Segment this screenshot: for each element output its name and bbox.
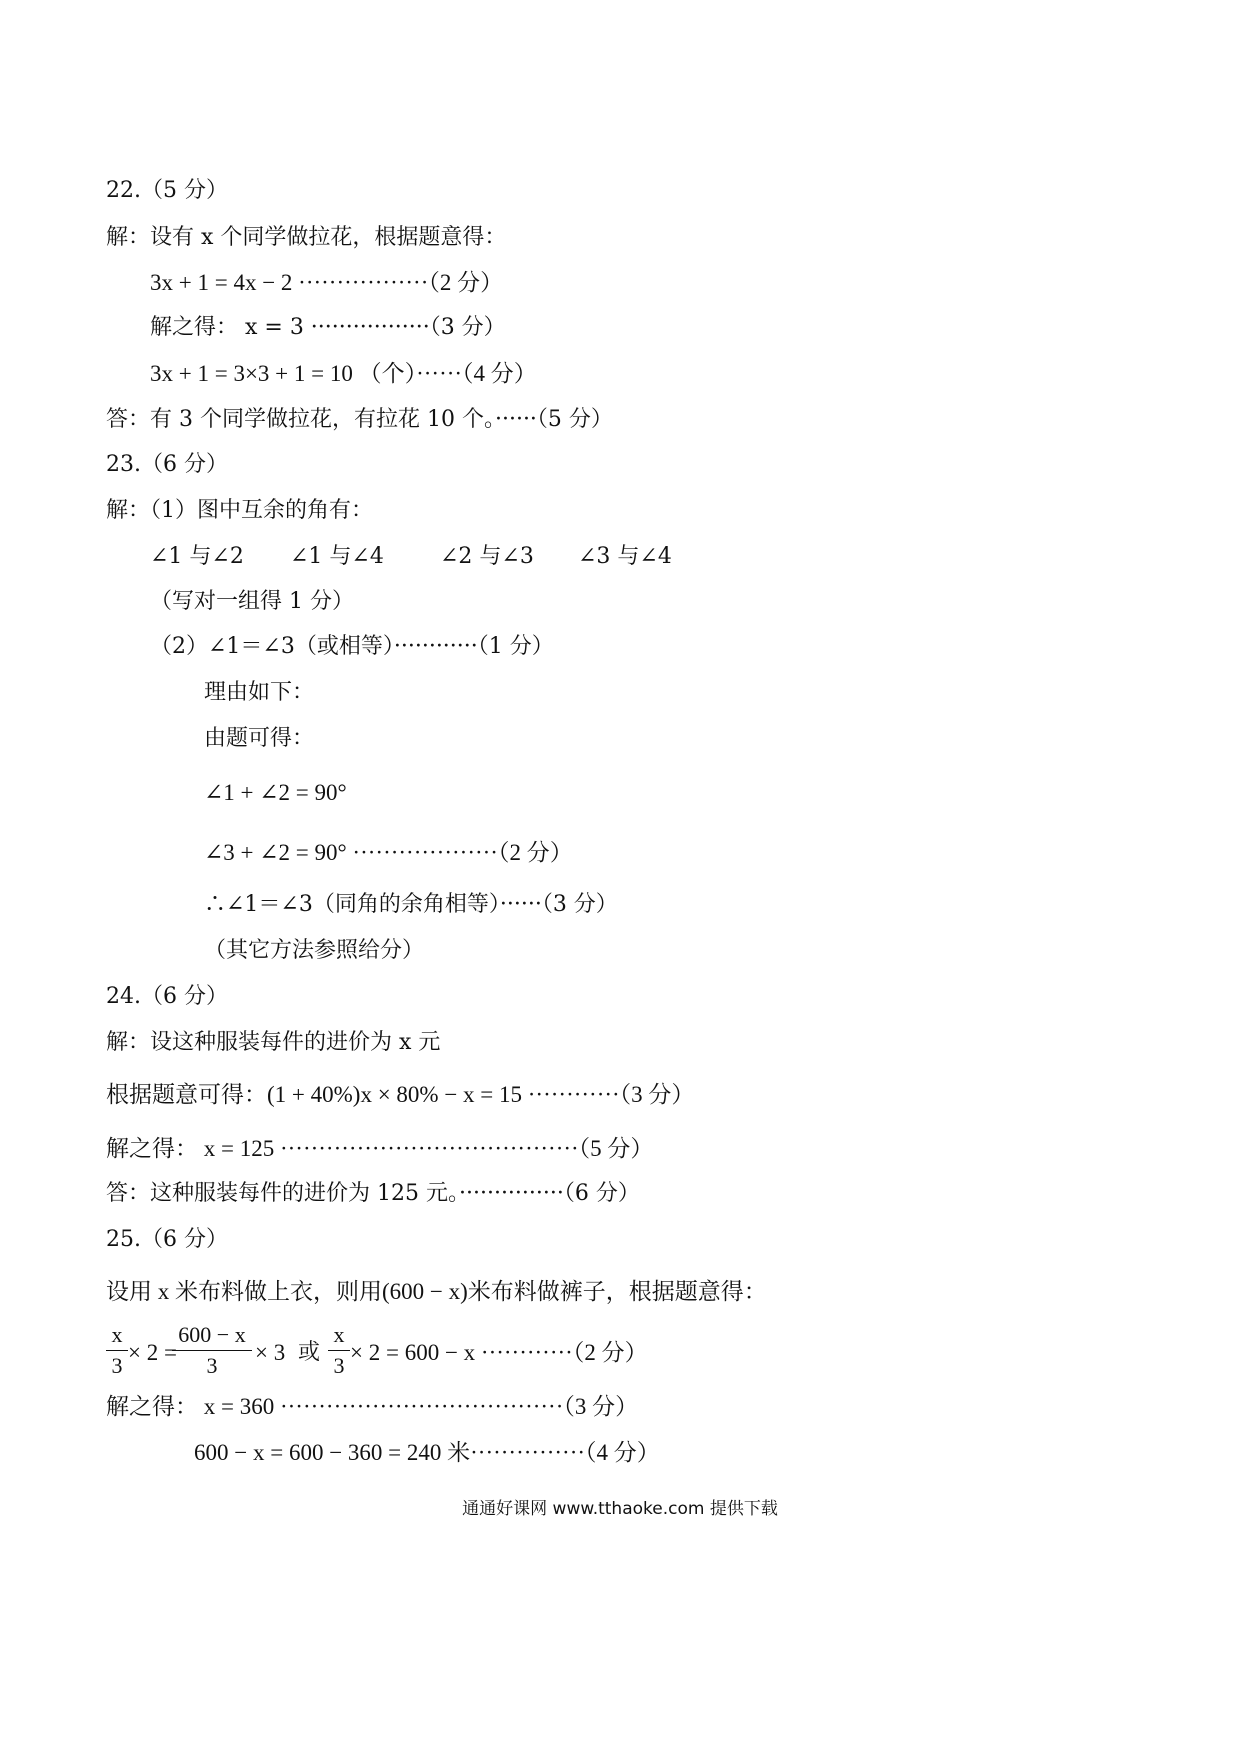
q23-pairs-note: （写对一组得 1 分）	[150, 589, 354, 614]
q23-pair-3: ∠2 与∠3	[440, 544, 534, 569]
q23-part2: （2）∠1＝∠3（或相等）············（1 分）	[150, 634, 554, 659]
q25-intro: 设用 x 米布料做上衣，则用(600 − x)米布料做裤子，根据题意得：	[106, 1279, 767, 1304]
q23-eq2: ∠3 + ∠2 = 90° ···················（2 分）	[204, 840, 573, 865]
q22-equation: 3x + 1 = 4x − 2 ·················（2 分）	[150, 270, 504, 295]
q24-answer: 答：这种服装每件的进价为 125 元。···············（6 分）	[106, 1181, 640, 1206]
q23-reason: 理由如下：	[204, 680, 315, 705]
page-footer: 通通好课网 www.tthaoke.com 提供下载	[462, 1499, 778, 1519]
q24-solution: 解之得： x = 125 ·······································（5 分）	[106, 1136, 654, 1161]
q22-intro: 解：设有 x 个同学做拉花，根据题意得：	[106, 225, 507, 250]
q24-intro: 解：设这种服装每件的进价为 x 元	[106, 1030, 441, 1055]
q23-pair-2: ∠1 与∠4	[290, 544, 384, 569]
q25-fraction-3	[328, 1322, 350, 1379]
q25-remaining: 600 − x = 600 − 360 = 240 米···············（4 分）	[194, 1440, 660, 1465]
q24-heading: 24.（6 分）	[106, 984, 228, 1009]
q25-or: 或	[298, 1340, 321, 1365]
q22-answer: 答：有 3 个同学做拉花，有拉花 10 个。······（5 分）	[106, 407, 613, 432]
q25-fraction-3-denominator: 3	[333, 1353, 345, 1378]
q25-fraction-1-denominator: 3	[111, 1353, 123, 1378]
q25-fraction-2-denominator: 3	[206, 1353, 218, 1378]
q22-solution: 解之得： x = 3 ·················（3 分）	[150, 315, 506, 340]
q25-fraction-2-numerator: 600 − x	[178, 1322, 246, 1347]
q23-pair-4: ∠3 与∠4	[578, 544, 672, 569]
q25-fraction-2	[172, 1322, 252, 1379]
q25-equation-tail: × 2 = 600 − x ············（2 分）	[350, 1340, 648, 1365]
q25-times-2: × 2 =	[128, 1340, 177, 1365]
q23-note: （其它方法参照给分）	[204, 938, 425, 963]
q22-heading: 22.（5 分）	[106, 178, 228, 203]
q23-conclusion: ∴∠1＝∠3（同角的余角相等）······（3 分）	[204, 892, 618, 917]
q23-eq1: ∠1 + ∠2 = 90°	[204, 780, 347, 805]
q25-fraction-1-numerator: x	[111, 1322, 123, 1347]
q23-part1-intro: 解：（1）图中互余的角有：	[106, 498, 373, 523]
q22-count: 3x + 1 = 3×3 + 1 = 10 （个）······（4 分）	[150, 361, 537, 386]
q25-times-3: × 3	[255, 1340, 286, 1365]
q23-pair-1: ∠1 与∠2	[150, 544, 244, 569]
q23-given: 由题可得：	[204, 726, 315, 751]
q24-equation: 根据题意可得：(1 + 40%)x × 80% − x = 15 ············（3 分）	[106, 1082, 695, 1107]
q23-heading: 23.（6 分）	[106, 452, 228, 477]
q25-heading: 25.（6 分）	[106, 1227, 228, 1252]
q25-fraction-3-numerator: x	[333, 1322, 345, 1347]
q25-fraction-1	[106, 1322, 128, 1379]
q25-solution: 解之得： x = 360 ·····································（3 分）	[106, 1394, 639, 1419]
